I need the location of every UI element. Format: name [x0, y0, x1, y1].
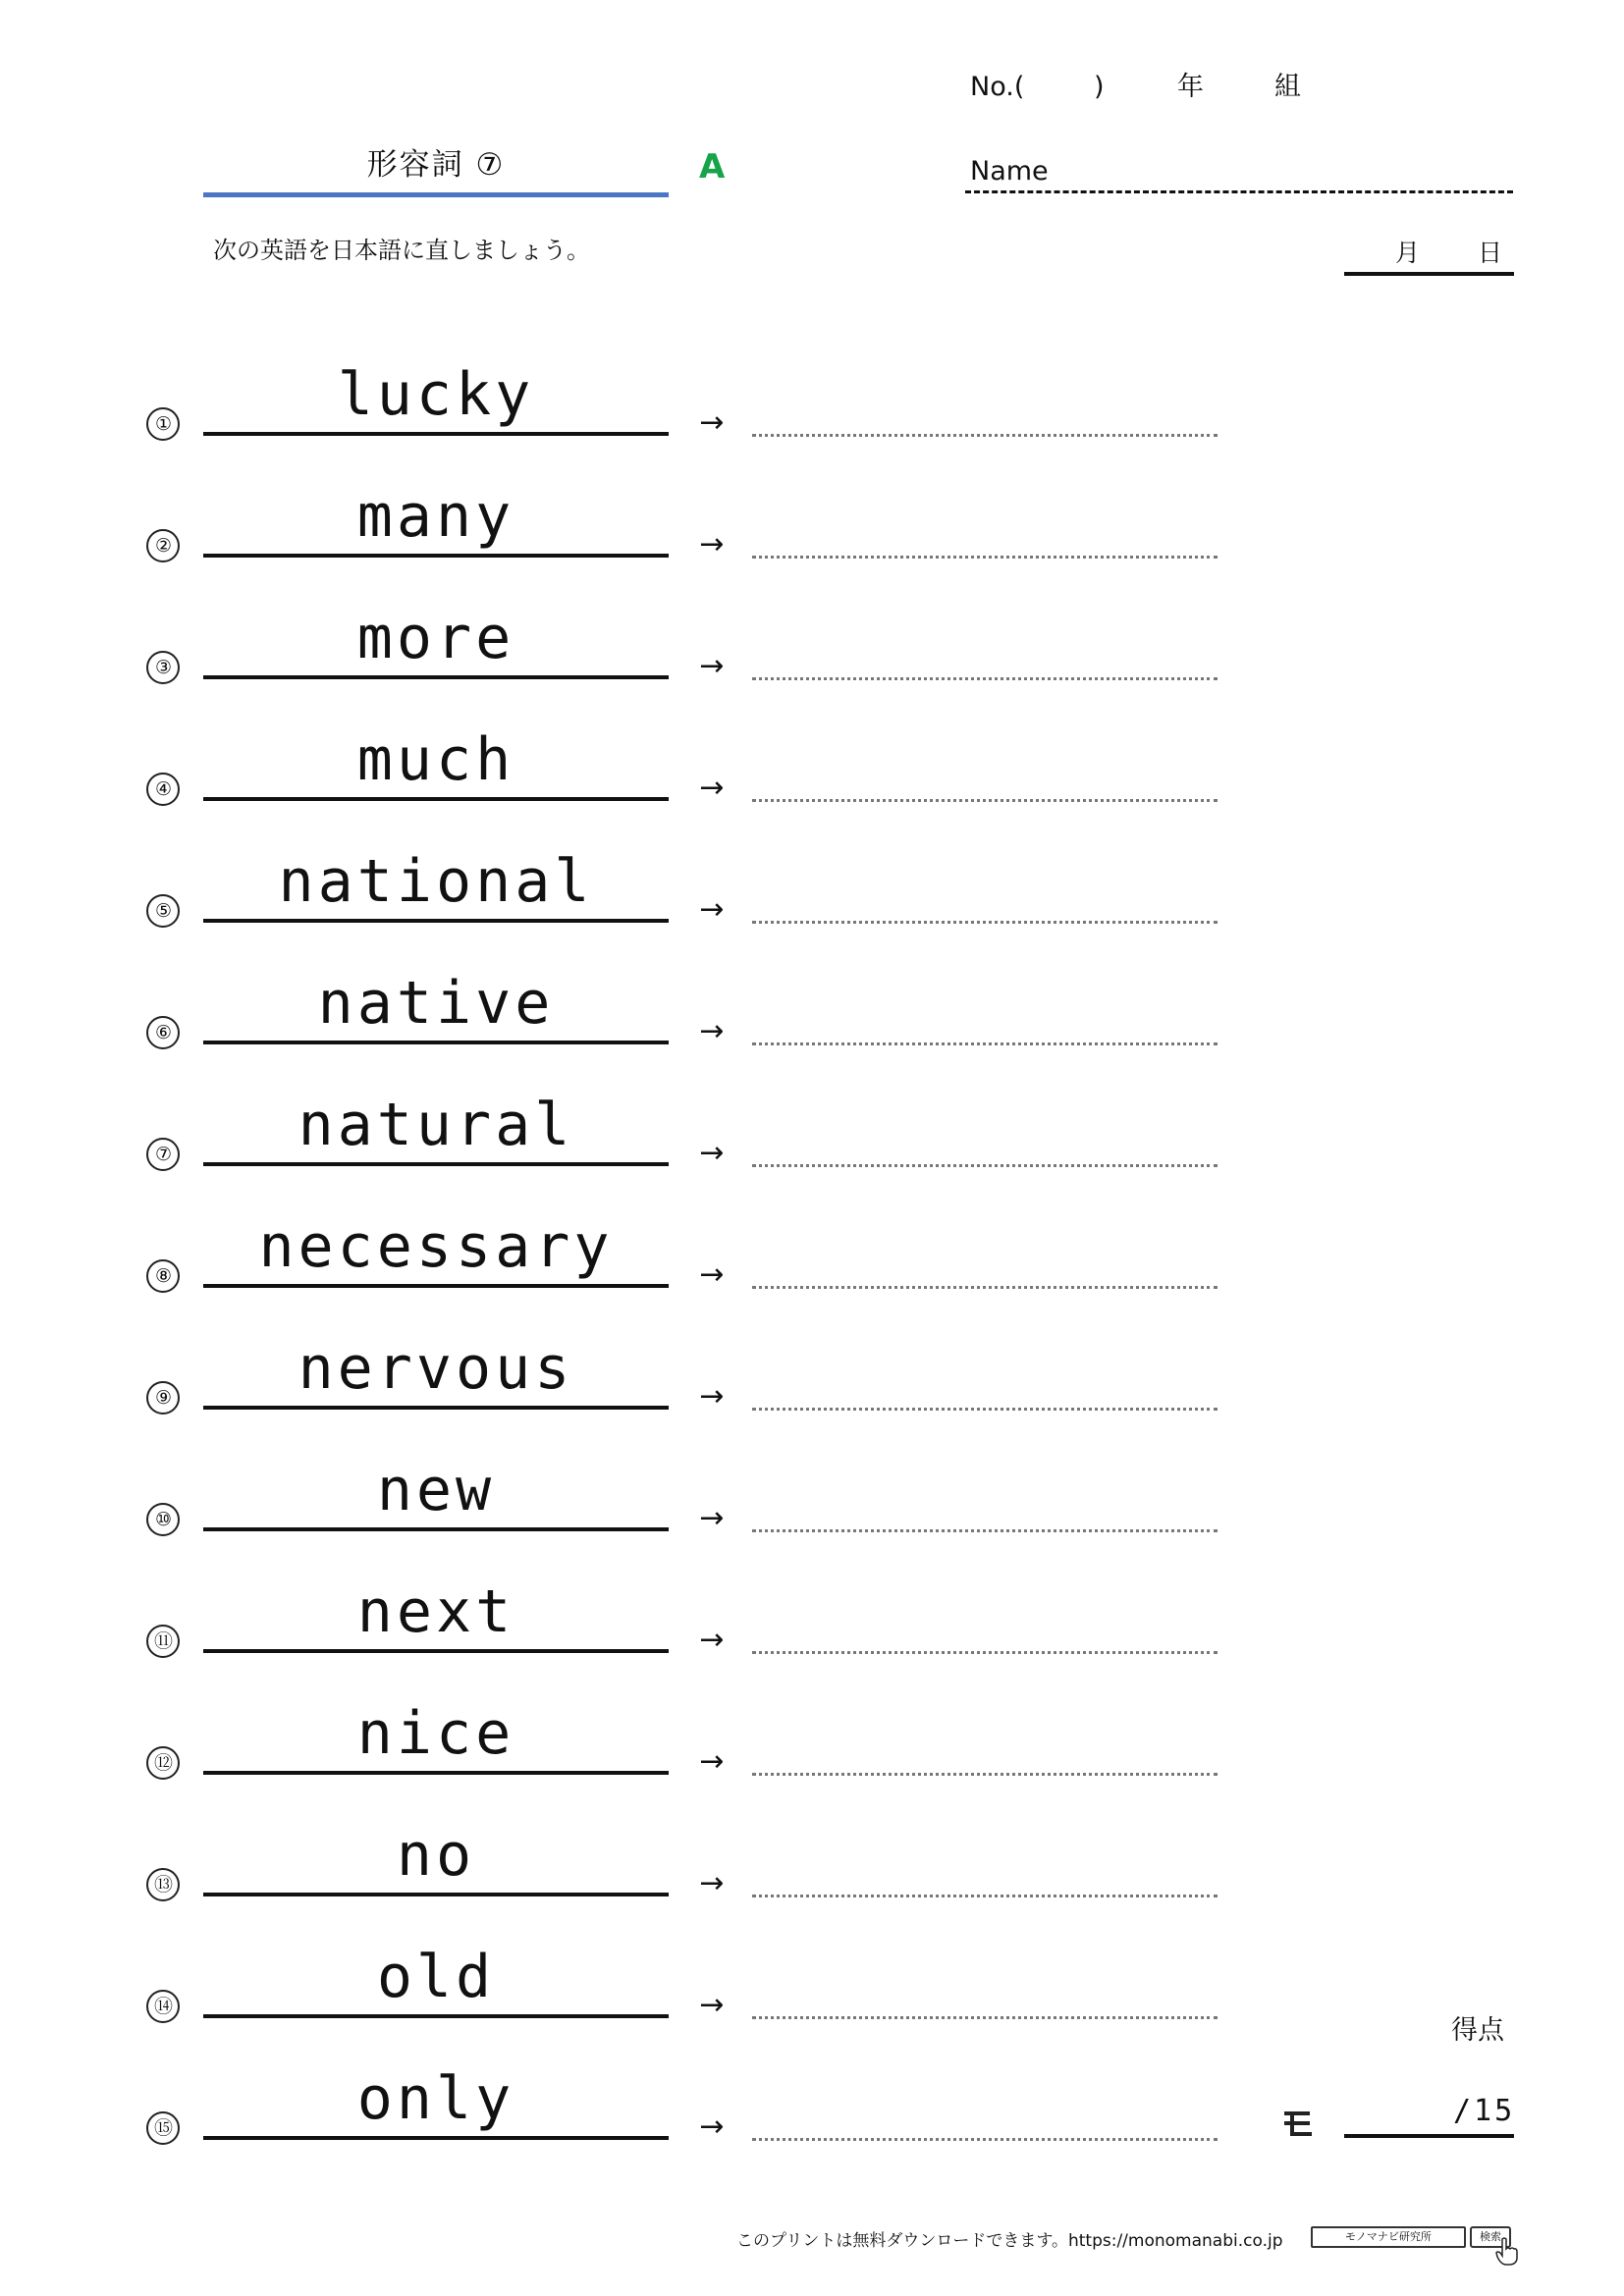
question-word: old: [203, 1946, 669, 2018]
score-value: /15: [1453, 2094, 1516, 2128]
arrow-icon: →: [699, 1014, 725, 1048]
answer-line[interactable]: [752, 677, 1218, 680]
question-number: ③: [146, 651, 180, 684]
footer-download-text: このプリントは無料ダウンロードできます。https://monomanabi.co.jp: [736, 2231, 1283, 2251]
footer-brand-box[interactable]: モノマナビ研究所: [1311, 2226, 1466, 2248]
day-label: 日: [1478, 239, 1503, 267]
month-label: 月: [1395, 239, 1421, 267]
question-number: ⑫: [146, 1746, 180, 1780]
arrow-icon: →: [699, 1379, 725, 1414]
arrow-icon: →: [699, 1501, 725, 1535]
question-word: lucky: [203, 363, 669, 436]
answer-line[interactable]: [752, 1895, 1218, 1897]
score-label: 得点: [1451, 2015, 1504, 2046]
arrow-icon: →: [699, 771, 725, 805]
question-word: necessary: [203, 1215, 669, 1288]
answer-line[interactable]: [752, 1773, 1218, 1776]
question-word: only: [203, 2067, 669, 2140]
question-number: ⑬: [146, 1868, 180, 1901]
answer-line[interactable]: [752, 556, 1218, 559]
question-number: ⑭: [146, 1990, 180, 2023]
answer-line[interactable]: [752, 1286, 1218, 1289]
number-label: No.(: [970, 72, 1025, 102]
answer-line[interactable]: [752, 1042, 1218, 1045]
answer-line[interactable]: [752, 1408, 1218, 1411]
hand-pointer-icon: [1494, 2237, 1518, 2267]
question-number: ④: [146, 773, 180, 806]
question-number: ⑩: [146, 1503, 180, 1536]
answer-line[interactable]: [752, 799, 1218, 802]
arrow-icon: →: [699, 1744, 725, 1779]
question-word: more: [203, 607, 669, 679]
answer-line[interactable]: [752, 2016, 1218, 2019]
answer-line[interactable]: [752, 434, 1218, 437]
class-label: 組: [1274, 72, 1301, 102]
arrow-icon: →: [699, 1988, 725, 2022]
question-word: nervous: [203, 1337, 669, 1410]
monomanabi-logo-icon: [1282, 2109, 1314, 2138]
worksheet-title: 形容詞 ⑦: [203, 143, 669, 197]
arrow-icon: →: [699, 1257, 725, 1292]
arrow-icon: →: [699, 1866, 725, 1900]
answer-line[interactable]: [752, 2138, 1218, 2141]
name-field-line[interactable]: [965, 190, 1513, 193]
question-word: next: [203, 1580, 669, 1653]
question-word: many: [203, 485, 669, 558]
question-number: ⑮: [146, 2111, 180, 2145]
question-word: national: [203, 850, 669, 923]
date-field-line[interactable]: [1344, 272, 1514, 276]
question-number: ⑦: [146, 1138, 180, 1171]
arrow-icon: →: [699, 405, 725, 440]
answer-line[interactable]: [752, 1164, 1218, 1167]
question-number: ②: [146, 529, 180, 562]
question-word: nice: [203, 1702, 669, 1775]
question-number: ①: [146, 407, 180, 441]
name-label: Name: [970, 156, 1049, 187]
answer-line[interactable]: [752, 1651, 1218, 1654]
number-close: ): [1094, 72, 1105, 102]
question-word: much: [203, 728, 669, 801]
footer-search-button[interactable]: 検索: [1470, 2226, 1511, 2248]
arrow-icon: →: [699, 649, 725, 683]
question-word: new: [203, 1459, 669, 1531]
answer-line[interactable]: [752, 921, 1218, 924]
question-number: ⑨: [146, 1381, 180, 1415]
arrow-icon: →: [699, 1623, 725, 1657]
question-number: ⑪: [146, 1625, 180, 1658]
arrow-icon: →: [699, 1136, 725, 1170]
question-word: natural: [203, 1094, 669, 1166]
arrow-icon: →: [699, 892, 725, 927]
answer-line[interactable]: [752, 1529, 1218, 1532]
question-number: ⑥: [146, 1016, 180, 1049]
variant-label: A: [699, 147, 726, 187]
question-word: no: [203, 1824, 669, 1896]
score-field-line[interactable]: [1344, 2134, 1514, 2138]
question-number: ⑤: [146, 894, 180, 928]
question-word: native: [203, 972, 669, 1044]
arrow-icon: →: [699, 527, 725, 561]
year-label: 年: [1177, 72, 1204, 102]
arrow-icon: →: [699, 2109, 725, 2144]
instruction-text: 次の英語を日本語に直しましょう。: [213, 237, 590, 264]
question-number: ⑧: [146, 1259, 180, 1293]
